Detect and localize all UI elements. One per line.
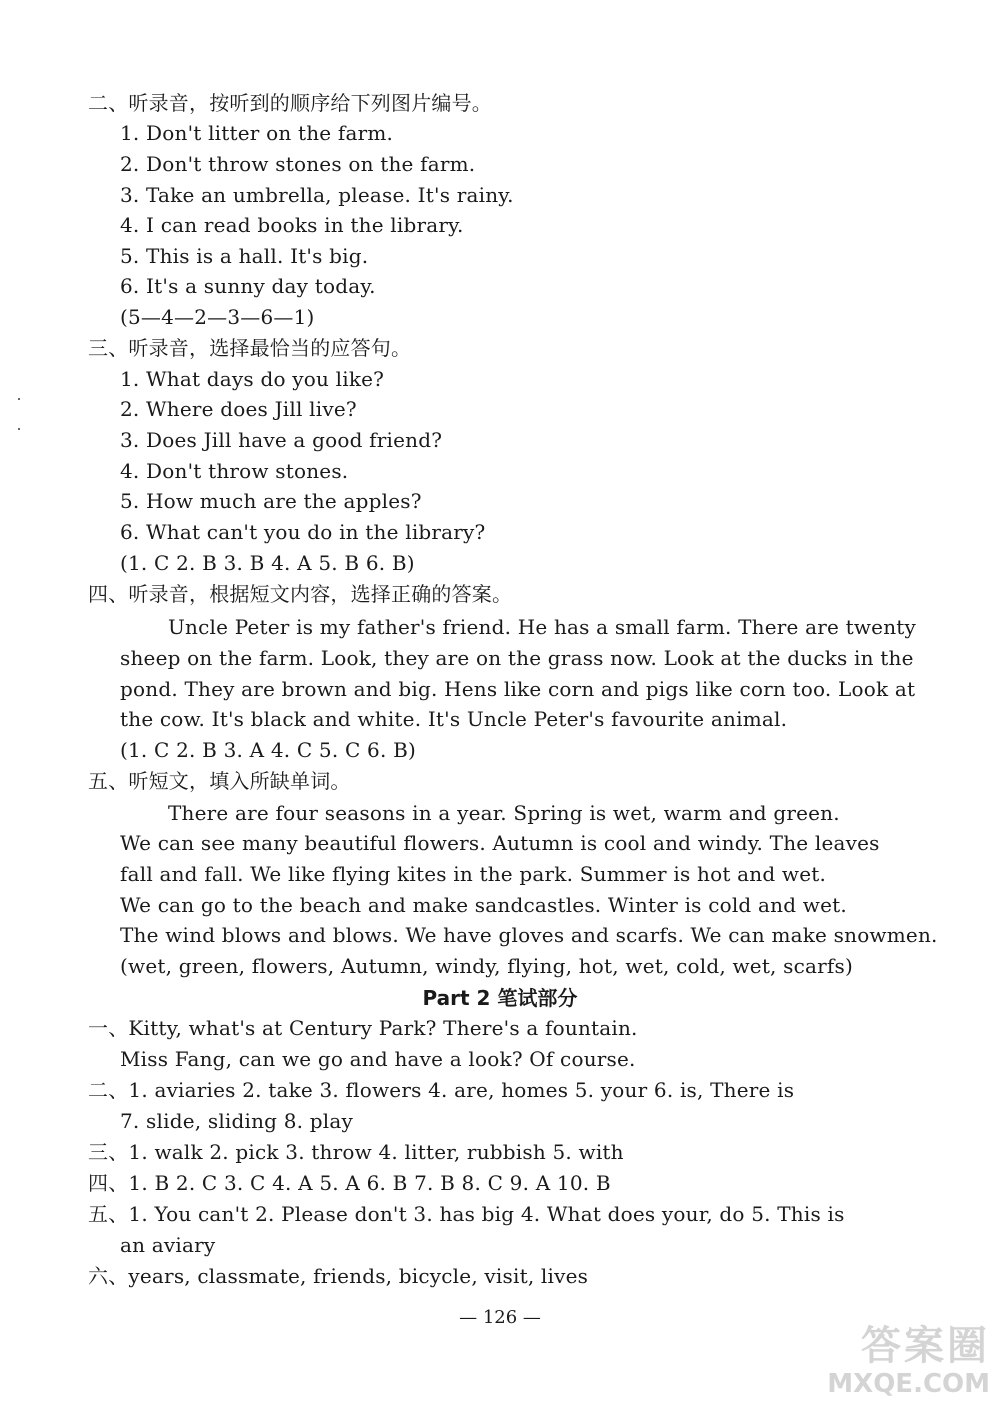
passage-line: pond. They are brown and big. Hens like corn and pigs like corn too. Look at [120, 677, 916, 701]
written-section-3: 三、1. walk 2. pick 3. throw 4. litter, rubbish 5. with [88, 1140, 624, 1164]
list-item: 2. Don't throw stones on the farm. [120, 152, 476, 176]
passage-line: Uncle Peter is my father's friend. He has a small farm. There are twenty [168, 615, 917, 639]
section-2-heading: 二、听录音，按听到的顺序给下列图片编号。 [88, 91, 492, 115]
list-item: 5. This is a hall. It's big. [120, 244, 369, 268]
answer-line: (wet, green, flowers, Autumn, windy, flying, hot, wet, cold, wet, scarfs) [120, 954, 853, 978]
list-item: 6. It's a sunny day today. [120, 274, 376, 298]
section-5-heading: 五、听短文，填入所缺单词。 [88, 769, 351, 793]
part-2-title: Part 2 笔试部分 [422, 986, 578, 1010]
passage-line: The wind blows and blows. We have gloves and scarfs. We can make snowmen. [120, 923, 938, 947]
watermark [827, 1323, 990, 1399]
written-section-2-cont: 7. slide, sliding 8. play [120, 1109, 354, 1133]
passage-line: We can go to the beach and make sandcastles. Winter is cold and wet. [120, 893, 847, 917]
passage-line: We can see many beautiful flowers. Autumn is cool and windy. The leaves [120, 831, 880, 855]
list-item: 3. Does Jill have a good friend? [120, 428, 443, 452]
written-section-5-cont: an aviary [120, 1233, 216, 1257]
written-section-1: 一、Kitty, what's at Century Park? There's a fountain. [88, 1016, 638, 1040]
margin-speck [18, 428, 20, 430]
answer-line: (1. C 2. B 3. A 4. C 5. C 6. B) [120, 738, 416, 762]
section-4-heading: 四、听录音，根据短文内容，选择正确的答案。 [88, 582, 513, 606]
list-item: 6. What can't you do in the library? [120, 520, 486, 544]
written-section-6: 六、years, classmate, friends, bicycle, visit, lives [88, 1264, 589, 1288]
passage-line: There are four seasons in a year. Spring is wet, warm and green. [168, 801, 840, 825]
passage-line: sheep on the farm. Look, they are on the grass now. Look at the ducks in the [120, 646, 914, 670]
list-item: 5. How much are the apples? [120, 489, 422, 513]
list-item: 2. Where does Jill live? [120, 397, 357, 421]
list-item: 3. Take an umbrella, please. It's rainy. [120, 183, 514, 207]
list-item: 4. I can read books in the library. [120, 213, 464, 237]
written-section-2: 二、1. aviaries 2. take 3. flowers 4. are, homes 5. your 6. is, There is [88, 1078, 795, 1102]
watermark-logo-text: 答案圈 [861, 1323, 990, 1369]
list-item: 1. Don't litter on the farm. [120, 121, 394, 145]
list-item: 1. What days do you like? [120, 367, 385, 391]
page-number: — 126 — [459, 1307, 541, 1328]
written-section-5: 五、1. You can't 2. Please don't 3. has big 4. What does your, do 5. This is [88, 1202, 845, 1226]
answer-line: (1. C 2. B 3. B 4. A 5. B 6. B) [120, 551, 415, 575]
margin-speck [18, 398, 20, 400]
watermark-url: MXQE.COM [827, 1369, 990, 1399]
passage-line: fall and fall. We like flying kites in the park. Summer is hot and wet. [120, 862, 827, 886]
list-item: 4. Don't throw stones. [120, 459, 349, 483]
answer-line: (5—4—2—3—6—1) [120, 305, 315, 329]
written-section-4: 四、1. B 2. C 3. C 4. A 5. A 6. B 7. B 8. C 9. A 10. B [88, 1171, 611, 1195]
passage-line: the cow. It's black and white. It's Uncle Peter's favourite animal. [120, 707, 788, 731]
section-3-heading: 三、听录音，选择最恰当的应答句。 [88, 336, 412, 360]
written-section-1-cont: Miss Fang, can we go and have a look? Of course. [120, 1047, 636, 1071]
